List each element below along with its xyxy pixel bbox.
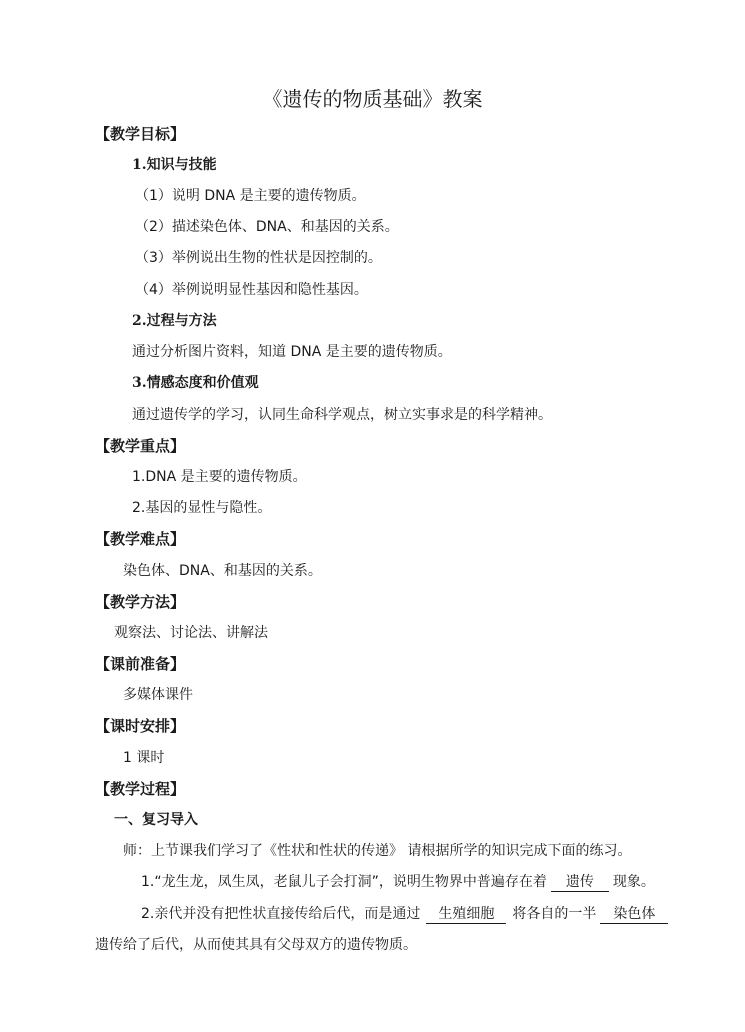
key-point-item: 1.DNA 是主要的遗传物质。 bbox=[132, 469, 307, 485]
subheading-process: 2.过程与方法 bbox=[132, 313, 217, 329]
section-heading-objectives: 【教学目标】 bbox=[95, 125, 186, 143]
section-heading-key-points: 【教学重点】 bbox=[95, 437, 186, 455]
section-heading-schedule: 【课时安排】 bbox=[95, 717, 186, 735]
answer-blank: 生殖细胞 bbox=[426, 905, 506, 924]
methods-text: 观察法、讨论法、讲解法 bbox=[114, 625, 268, 641]
exercise-question-2 bbox=[141, 904, 668, 924]
teacher-intro: 师：上节课我们学习了《性状和性状的传递》 请根据所学的知识完成下面的练习。 bbox=[123, 843, 632, 859]
exercise-question-1 bbox=[141, 872, 655, 892]
question-text: 2.亲代并没有把性状直接传给后代，而是通过 bbox=[141, 906, 421, 922]
process-text: 通过分析图片资料，知道 DNA 是主要的遗传物质。 bbox=[132, 344, 452, 360]
section-heading-process: 【教学过程】 bbox=[95, 780, 186, 798]
page-title: 《遗传的物质基础》教案 bbox=[262, 87, 483, 111]
objective-item: （1）说明 DNA 是主要的遗传物质。 bbox=[135, 188, 366, 204]
exercise-question-2-continued: 遗传给了后代，从而使其具有父母双方的遗传物质。 bbox=[95, 937, 417, 953]
preparation-text: 多媒体课件 bbox=[123, 687, 193, 703]
objective-item: （4）举例说明显性基因和隐性基因。 bbox=[135, 282, 368, 298]
difficulties-text: 染色体、DNA、和基因的关系。 bbox=[123, 563, 322, 579]
key-point-item: 2.基因的显性与隐性。 bbox=[132, 500, 272, 516]
question-text: 现象。 bbox=[612, 874, 655, 890]
answer-blank: 染色体 bbox=[600, 905, 668, 924]
section-heading-methods: 【教学方法】 bbox=[95, 593, 186, 611]
part-heading-review: 一、复习导入 bbox=[114, 812, 198, 828]
schedule-text: 1 课时 bbox=[123, 750, 165, 766]
question-text: 1.“龙生龙，凤生凤，老鼠儿子会打洞”，说明生物界中普遍存在着 bbox=[141, 874, 547, 890]
objective-item: （2）描述染色体、DNA、和基因的关系。 bbox=[135, 219, 399, 235]
subheading-emotion: 3.情感态度和价值观 bbox=[132, 375, 259, 391]
answer-blank: 遗传 bbox=[551, 873, 609, 892]
emotion-text: 通过遗传学的学习，认同生命科学观点，树立实事求是的科学精神。 bbox=[132, 407, 552, 423]
section-heading-difficulties: 【教学难点】 bbox=[95, 530, 186, 548]
section-heading-preparation: 【课前准备】 bbox=[95, 655, 186, 673]
objective-item: （3）举例说出生物的性状是因控制的。 bbox=[135, 250, 382, 266]
subheading-knowledge: 1.知识与技能 bbox=[132, 157, 217, 173]
question-text: 将各自的一半 bbox=[512, 906, 597, 922]
